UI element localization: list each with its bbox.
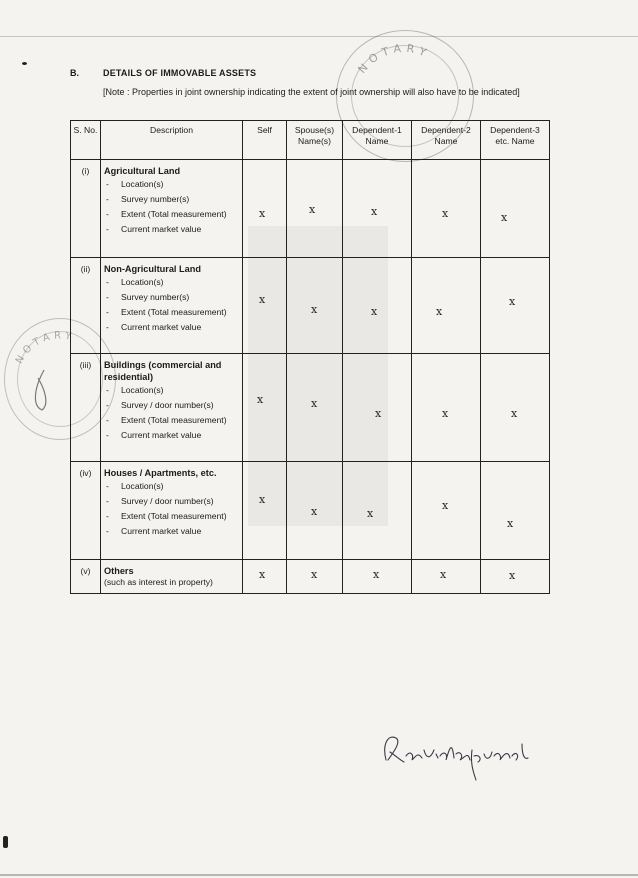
cell-dependent-1 — [343, 160, 412, 258]
cross-mark: x — [311, 303, 318, 316]
scan-speck — [3, 836, 8, 848]
table-row — [71, 560, 550, 594]
cell-self — [243, 354, 287, 462]
cross-mark: x — [259, 568, 266, 581]
cross-mark: x — [311, 397, 318, 410]
cell-dependent-2 — [412, 462, 481, 560]
scan-edge-bottom — [0, 874, 638, 876]
list-item: - Extent (Total measurement) — [104, 415, 239, 426]
cross-mark: x — [375, 407, 382, 420]
cell-dependent-2 — [412, 354, 481, 462]
table-row — [71, 258, 550, 354]
column-header-sno: S. No. — [71, 121, 101, 160]
scan-edge-top — [0, 36, 638, 37]
cross-mark: x — [507, 517, 514, 530]
row-item-list — [104, 385, 239, 441]
cell-dependent-3 — [481, 354, 550, 462]
row-number: (iv) — [71, 462, 101, 560]
row-title: Buildings (commercial and residential) — [104, 360, 222, 382]
column-header-dependent-3: Dependent-3 etc. Name — [481, 121, 550, 160]
cell-dependent-3 — [481, 258, 550, 354]
cross-mark: x — [371, 305, 378, 318]
cell-spouse — [287, 462, 343, 560]
cross-mark: x — [442, 407, 449, 420]
scan-speck — [22, 62, 27, 65]
list-item: - Survey number(s) — [104, 194, 239, 205]
row-description — [101, 354, 243, 462]
cross-mark: x — [371, 205, 378, 218]
row-title: Agricultural Land — [104, 166, 181, 176]
list-item: - Current market value — [104, 430, 239, 441]
table-row — [71, 160, 550, 258]
list-item: - Current market value — [104, 526, 239, 537]
cross-mark: x — [509, 569, 516, 582]
table-row — [71, 462, 550, 560]
column-header-self: Self — [243, 121, 287, 160]
cell-dependent-2 — [412, 560, 481, 594]
cell-self — [243, 560, 287, 594]
list-item: - Survey / door number(s) — [104, 496, 239, 507]
svg-text:NOTARY: NOTARY — [13, 330, 77, 366]
cross-mark: x — [259, 207, 266, 220]
cross-mark: x — [511, 407, 518, 420]
cross-mark: x — [311, 505, 318, 518]
cross-mark: x — [501, 211, 508, 224]
cross-mark: x — [367, 507, 374, 520]
row-title: Houses / Apartments, etc. — [104, 468, 217, 478]
cell-dependent-2 — [412, 160, 481, 258]
cell-spouse — [287, 560, 343, 594]
cross-mark: x — [442, 499, 449, 512]
cell-dependent-2 — [412, 258, 481, 354]
cell-dependent-1 — [343, 354, 412, 462]
row-number: (iii) — [71, 354, 101, 462]
list-item: - Survey number(s) — [104, 292, 239, 303]
list-item: - Location(s) — [104, 277, 239, 288]
cell-dependent-1 — [343, 258, 412, 354]
list-item: - Location(s) — [104, 385, 239, 396]
cell-dependent-3 — [481, 462, 550, 560]
list-item: - Current market value — [104, 224, 239, 235]
row-number: (i) — [71, 160, 101, 258]
column-header-dependent-2: Dependent-2 Name — [412, 121, 481, 160]
list-item: - Survey / door number(s) — [104, 400, 239, 411]
cell-spouse — [287, 160, 343, 258]
row-item-list — [104, 277, 239, 333]
signature — [378, 720, 538, 782]
cross-mark: x — [257, 393, 264, 406]
cross-mark: x — [259, 493, 266, 506]
cross-mark: x — [509, 295, 516, 308]
cell-spouse — [287, 258, 343, 354]
row-description — [101, 560, 243, 594]
column-header-spouse: Spouse(s) Name(s) — [287, 121, 343, 160]
cross-mark: x — [309, 203, 316, 216]
cell-self — [243, 462, 287, 560]
cross-mark: x — [440, 568, 447, 581]
row-number: (ii) — [71, 258, 101, 354]
cell-spouse — [287, 354, 343, 462]
row-number: (v) — [71, 560, 101, 594]
row-title: Others — [104, 566, 134, 576]
section-note: [Note : Properties in joint ownership indicating the extent of joint ownership will also have to be indicated] — [103, 87, 520, 97]
table-header-row — [71, 121, 550, 160]
cell-dependent-1 — [343, 560, 412, 594]
list-item: - Extent (Total measurement) — [104, 511, 239, 522]
cross-mark: x — [259, 293, 266, 306]
cell-self — [243, 160, 287, 258]
table-row — [71, 354, 550, 462]
cell-dependent-1 — [343, 462, 412, 560]
section-letter: B. — [70, 68, 79, 78]
column-header-dependent-1: Dependent-1 Name — [343, 121, 412, 160]
cross-mark: x — [436, 305, 443, 318]
cross-mark: x — [442, 207, 449, 220]
list-item: - Location(s) — [104, 481, 239, 492]
list-item: - Current market value — [104, 322, 239, 333]
row-description — [101, 258, 243, 354]
section-title: DETAILS OF IMMOVABLE ASSETS — [103, 68, 257, 78]
cell-dependent-3 — [481, 160, 550, 258]
cross-mark: x — [373, 568, 380, 581]
row-title: Non-Agricultural Land — [104, 264, 201, 274]
row-description — [101, 462, 243, 560]
row-item-list — [104, 179, 239, 235]
cell-dependent-3 — [481, 560, 550, 594]
immovable-assets-table — [70, 120, 550, 594]
svg-text:NOTARY: NOTARY — [355, 41, 433, 76]
list-item: - Extent (Total measurement) — [104, 209, 239, 220]
row-subtitle: (such as interest in property) — [104, 577, 213, 587]
cell-self — [243, 258, 287, 354]
list-item: - Location(s) — [104, 179, 239, 190]
list-item: - Extent (Total measurement) — [104, 307, 239, 318]
column-header-description: Description — [101, 121, 243, 160]
cross-mark: x — [311, 568, 318, 581]
row-description — [101, 160, 243, 258]
row-item-list — [104, 481, 239, 537]
